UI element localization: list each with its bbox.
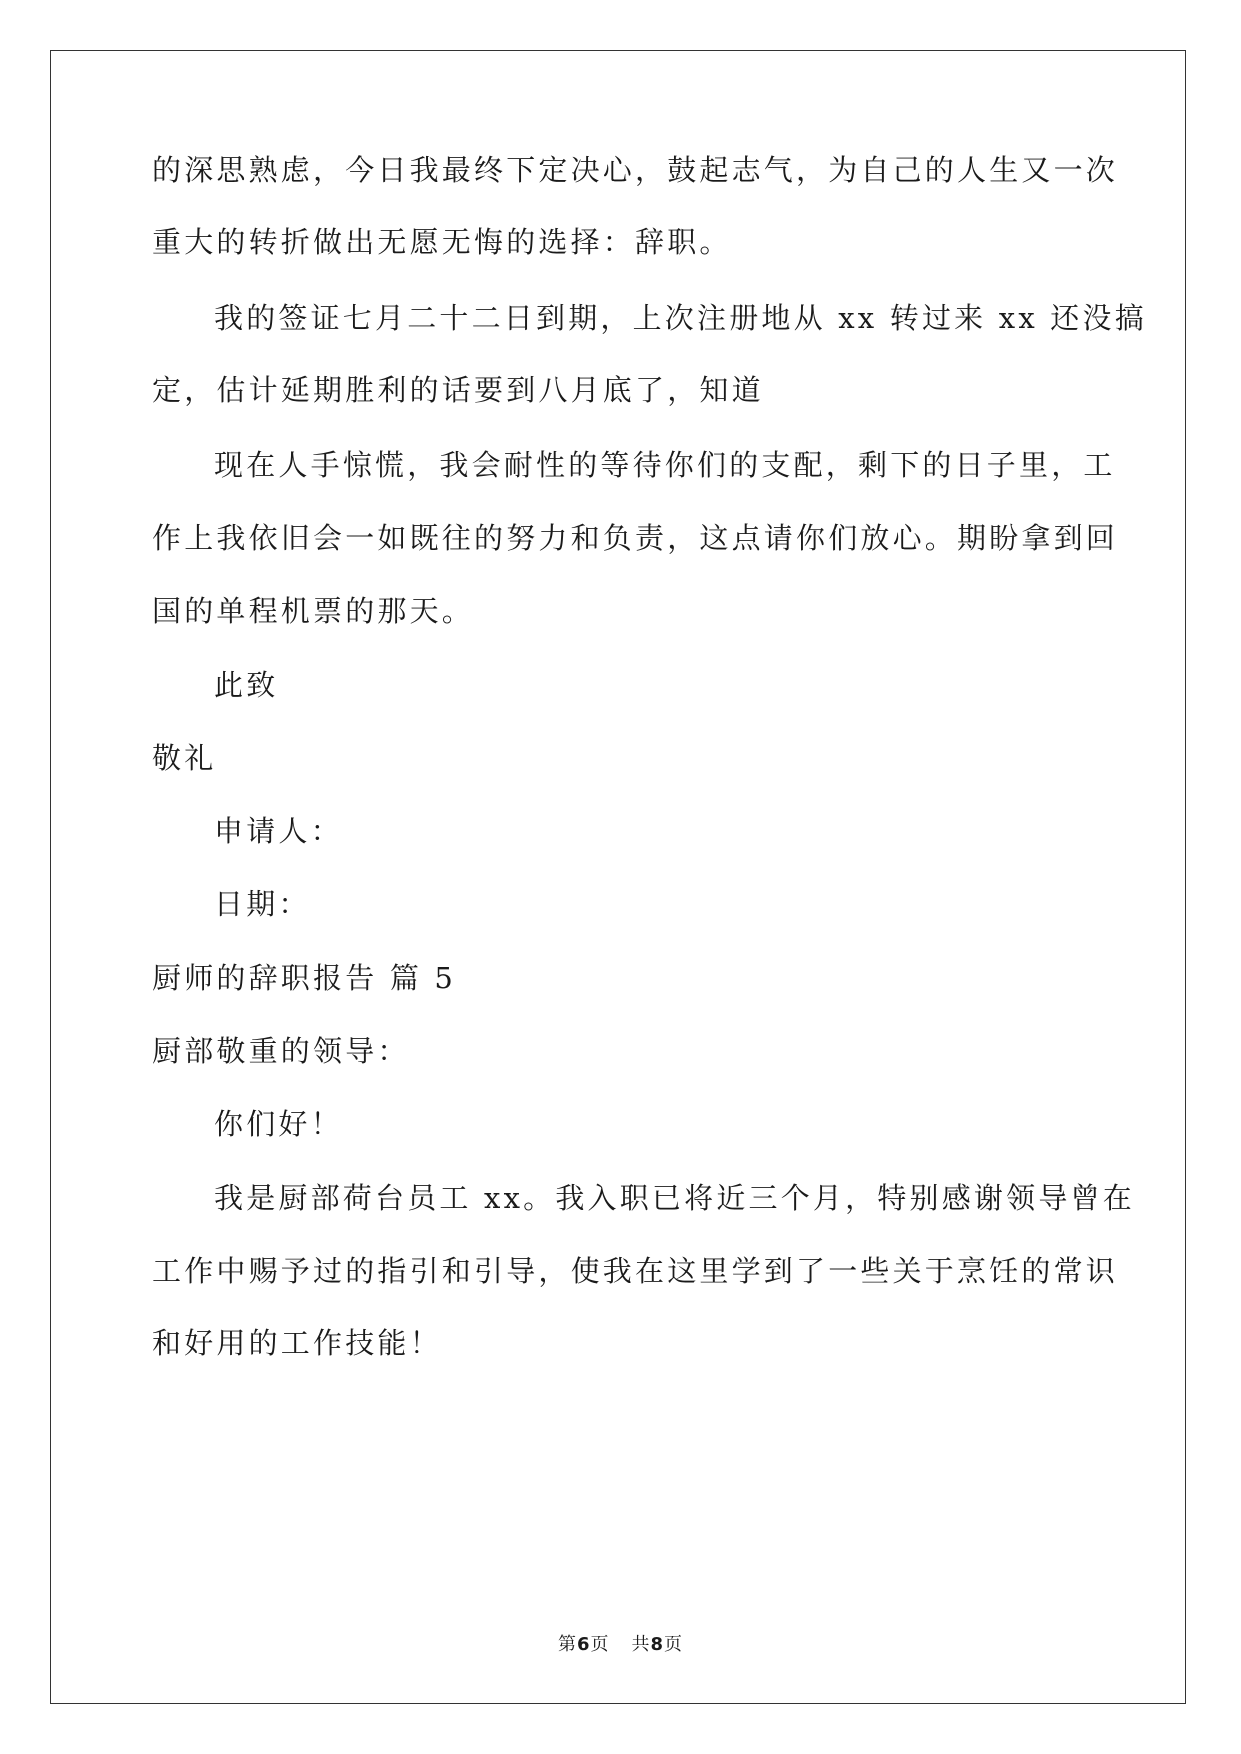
greeting-recipient: 厨部敬重的领导： — [152, 1034, 410, 1068]
total-prefix: 共 — [631, 1634, 651, 1655]
applicant-label: 申请人： — [214, 814, 343, 848]
page-number: 6 — [576, 1634, 591, 1655]
total-suffix: 页 — [664, 1634, 684, 1655]
total-pages: 8 — [650, 1634, 665, 1655]
greeting: 你们好！ — [214, 1107, 343, 1141]
paragraph-line: 我是厨部荷台员工 xx。我入职已将近三个月，特别感谢领导曾在 — [214, 1181, 1135, 1215]
date-label: 日期： — [214, 887, 311, 921]
section-heading: 厨师的辞职报告 篇 5 — [152, 961, 457, 995]
paragraph-line: 和好用的工作技能！ — [152, 1326, 442, 1360]
paragraph-line: 重大的转折做出无愿无悔的选择：辞职。 — [152, 225, 732, 259]
closing-regards: 敬礼 — [152, 741, 217, 775]
page-footer — [0, 1630, 1241, 1656]
page-prefix: 第 — [557, 1634, 577, 1655]
paragraph-line: 国的单程机票的那天。 — [152, 594, 475, 628]
paragraph-line: 我的签证七月二十二日到期，上次注册地从 xx 转过来 xx 还没搞 — [214, 301, 1147, 335]
paragraph-line: 现在人手惊慌，我会耐性的等待你们的支配，剩下的日子里，工 — [214, 448, 1116, 482]
paragraph-line: 作上我依旧会一如既往的努力和负责，这点请你们放心。期盼拿到回 — [152, 521, 1119, 555]
paragraph-line: 的深思熟虑，今日我最终下定决心，鼓起志气，为自己的人生又一次 — [152, 153, 1119, 187]
closing-salutation: 此致 — [214, 668, 279, 702]
paragraph-line: 工作中赐予过的指引和引导，使我在这里学到了一些关于烹饪的常识 — [152, 1254, 1119, 1288]
paragraph-line: 定，估计延期胜利的话要到八月底了，知道 — [152, 373, 764, 407]
page-suffix: 页 — [590, 1634, 610, 1655]
